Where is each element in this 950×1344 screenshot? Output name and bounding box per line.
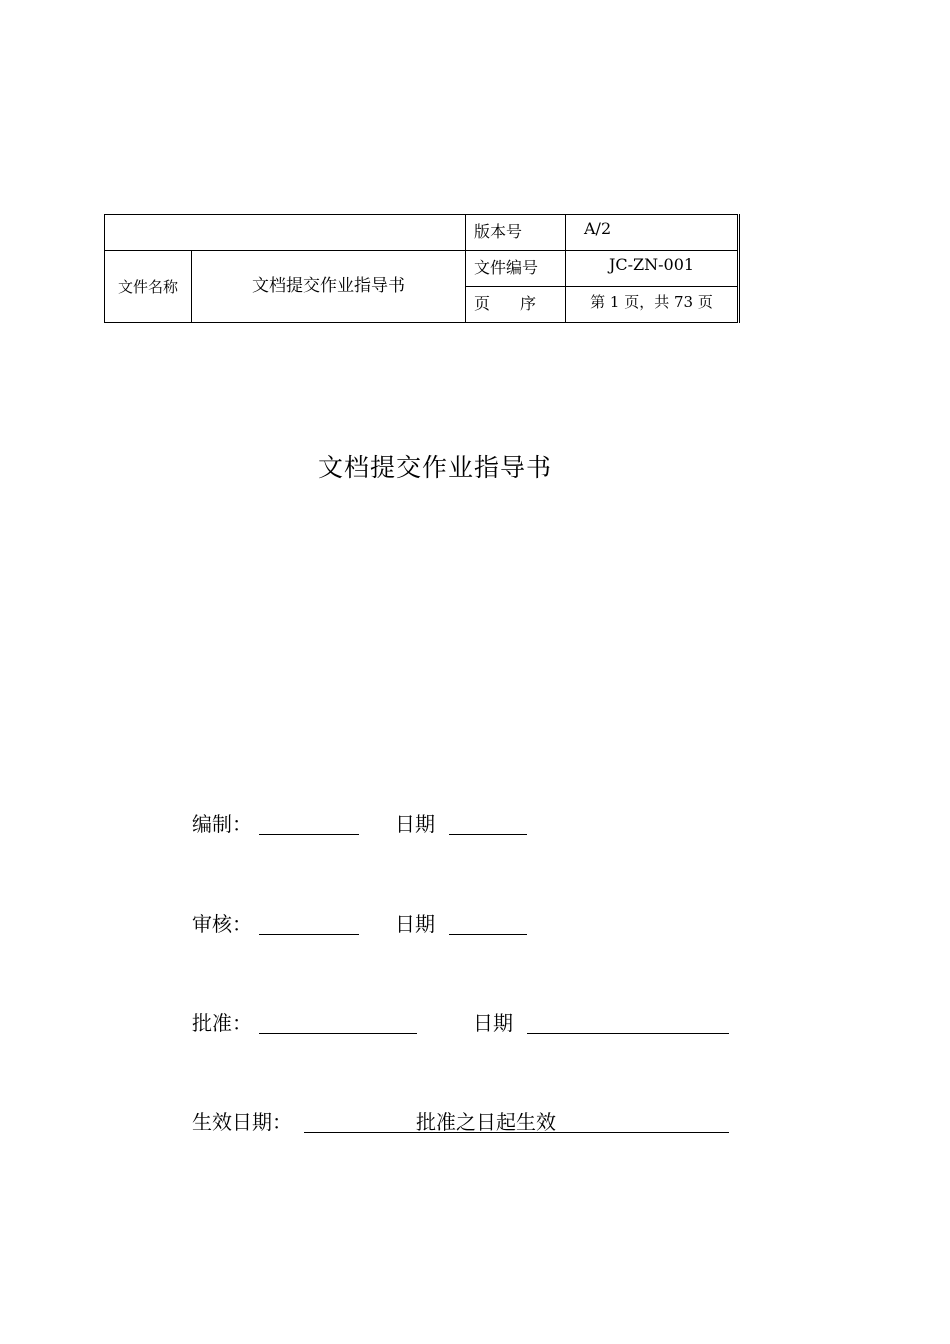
effective-date-value: 批准之日起生效 xyxy=(416,1110,556,1134)
doc-number-label: 文件编号 xyxy=(466,251,566,287)
doc-name-value: 文档提交作业指导书 xyxy=(192,251,466,323)
header-row-version xyxy=(105,215,739,251)
reviewed-date-line[interactable] xyxy=(449,908,527,935)
page-label xyxy=(466,287,566,323)
prepared-label: 编制： xyxy=(192,812,252,836)
prepared-signature-line[interactable] xyxy=(259,808,359,835)
doc-number-value: JC-ZN-001 xyxy=(566,251,739,287)
prepared-date-label: 日期 xyxy=(395,812,435,836)
document-header-table xyxy=(104,214,740,323)
approved-label: 批准： xyxy=(192,1011,252,1035)
reviewed-label: 审核： xyxy=(192,912,252,936)
reviewed-row xyxy=(192,908,592,938)
reviewed-date-label: 日期 xyxy=(395,912,435,936)
approved-row xyxy=(192,1007,732,1037)
header-row-doc-number xyxy=(105,251,739,287)
approved-date-line[interactable] xyxy=(527,1007,729,1034)
version-label: 版本号 xyxy=(466,215,566,251)
approved-date-label: 日期 xyxy=(473,1011,513,1035)
effective-row xyxy=(192,1106,732,1136)
approved-signature-line[interactable] xyxy=(259,1007,417,1034)
version-value: A/2 xyxy=(566,215,739,251)
page-value: 第 1 页，共 73 页 xyxy=(566,287,739,323)
page-label-part-2: 序 xyxy=(520,294,537,313)
doc-name-label: 文件名称 xyxy=(105,251,192,323)
page-label-part-1: 页 xyxy=(474,294,491,313)
effective-label: 生效日期： xyxy=(192,1110,292,1134)
document-title: 文档提交作业指导书 xyxy=(317,453,552,482)
reviewed-signature-line[interactable] xyxy=(259,908,359,935)
prepared-date-line[interactable] xyxy=(449,808,527,835)
prepared-row xyxy=(192,808,592,838)
header-blank-cell xyxy=(105,215,466,251)
